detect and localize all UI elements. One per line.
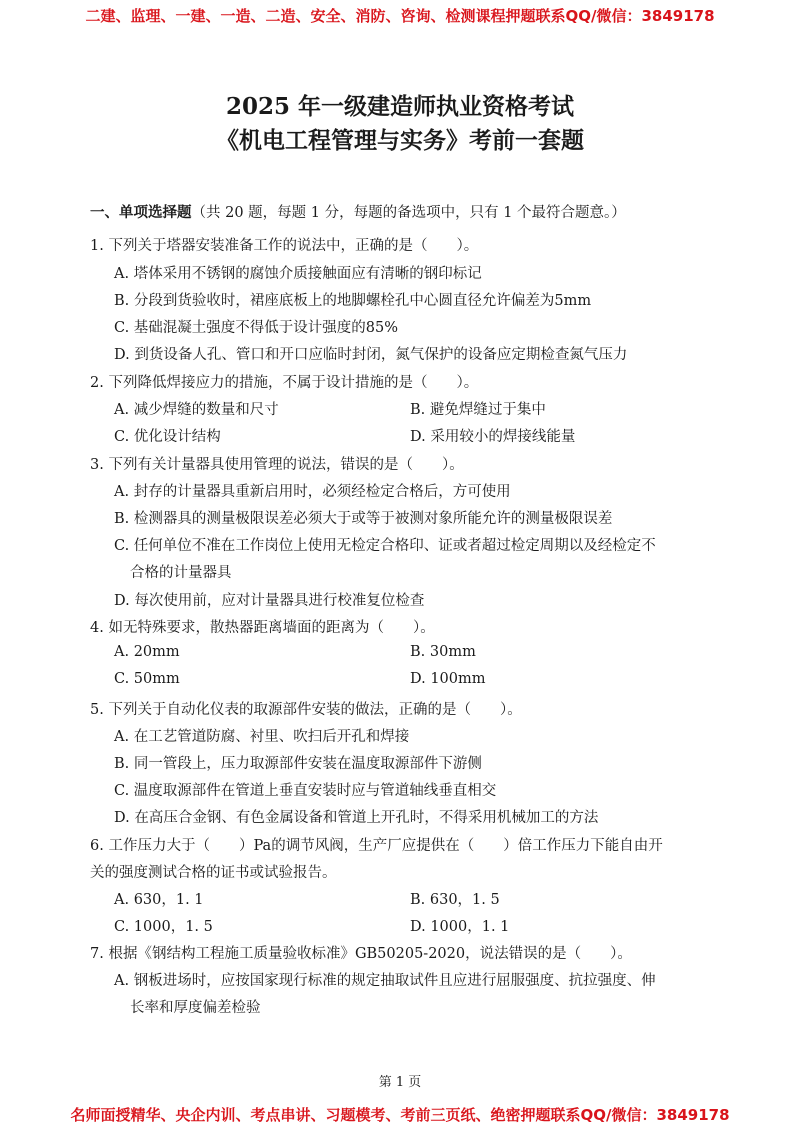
question-3-option-c: C. 任何单位不准在工作岗位上使用无检定合格印、证或者超过检定周期以及经检定不 bbox=[114, 538, 656, 554]
question-3-option-a: A. 封存的计量器具重新启用时，必须经检定合格后，方可使用 bbox=[114, 484, 511, 500]
section-heading-label: 一、单项选择题 bbox=[90, 205, 192, 221]
question-1-stem: 1. 下列关于塔器安装准备工作的说法中，正确的是（ ）。 bbox=[90, 238, 479, 254]
document-title-line2: 《机电工程管理与实务》考前一套题 bbox=[216, 127, 584, 154]
document-title-line1: 2025 年一级建造师执业资格考试 bbox=[225, 93, 575, 120]
promo-banner-bottom: 名师面授精华、央企内训、考点串讲、习题模考、考前三页纸、绝密押题联系QQ/微信：3849178 bbox=[70, 1106, 730, 1124]
question-5-option-c: C. 温度取源部件在管道上垂直安装时应与管道轴线垂直相交 bbox=[114, 783, 497, 799]
question-1-option-c: C. 基础混凝土强度不得低于设计强度的85% bbox=[114, 320, 399, 336]
question-6-option-a: A. 630，1. 1 bbox=[114, 892, 204, 908]
question-7-stem: 7. 根据《钢结构工程施工质量验收标准》GB50205-2020，说法错误的是（ ）。 bbox=[90, 946, 632, 962]
question-3-stem: 3. 下列有关计量器具使用管理的说法，错误的是（ ）。 bbox=[90, 457, 464, 473]
question-3-option-d: D. 每次使用前，应对计量器具进行校准复位检查 bbox=[114, 593, 425, 609]
question-6-option-c: C. 1000，1. 5 bbox=[114, 919, 213, 935]
question-2-stem: 2. 下列降低焊接应力的措施，不属于设计措施的是（ ）。 bbox=[90, 375, 479, 391]
question-2-option-c: C. 优化设计结构 bbox=[114, 429, 221, 445]
question-2-option-b: B. 避免焊缝过于集中 bbox=[410, 402, 546, 418]
question-7-option-a: A. 钢板进场时，应按国家现行标准的规定抽取试件且应进行屈服强度、抗拉强度、伸 bbox=[114, 973, 656, 989]
question-1-option-a: A. 塔体采用不锈钢的腐蚀介质接触面应有清晰的钢印标记 bbox=[114, 266, 482, 282]
question-6-option-d: D. 1000，1. 1 bbox=[410, 919, 510, 935]
question-5-option-a: A. 在工艺管道防腐、衬里、吹扫后开孔和焊接 bbox=[114, 729, 410, 745]
question-5-option-b: B. 同一管段上，压力取源部件安装在温度取源部件下游侧 bbox=[114, 756, 482, 772]
question-5-option-d: D. 在高压合金钢、有色金属设备和管道上开孔时，不得采用机械加工的方法 bbox=[114, 810, 599, 826]
question-3-option-b: B. 检测器具的测量极限误差必须大于或等于被测对象所能允许的测量极限误差 bbox=[114, 511, 613, 527]
promo-banner-top: 二建、监理、一建、一造、二造、安全、消防、咨询、检测课程押题联系QQ/微信：3849178 bbox=[85, 7, 715, 25]
question-4-option-a: A. 20mm bbox=[114, 644, 180, 660]
question-4-option-d: D. 100mm bbox=[410, 671, 486, 687]
question-1-option-d: D. 到货设备人孔、管口和开口应临时封闭，氮气保护的设备应定期检查氮气压力 bbox=[114, 347, 628, 363]
question-5-stem: 5. 下列关于自动化仪表的取源部件安装的做法，正确的是（ ）。 bbox=[90, 702, 522, 718]
question-6-stem-continued: 关的强度测试合格的证书或试验报告。 bbox=[90, 865, 337, 881]
section-note: （共 20 题，每题 1 分，每题的备选项中，只有 1 个最符合题意。） bbox=[191, 205, 626, 221]
question-4-option-c: C. 50mm bbox=[114, 671, 180, 687]
question-4-option-b: B. 30mm bbox=[410, 644, 476, 660]
question-6-stem: 6. 工作压力大于（ ）Pa的调节风阀，生产厂应提供在（ ）倍工作压力下能自由开 bbox=[90, 838, 663, 854]
question-1-option-b: B. 分段到货验收时，裙座底板上的地脚螺栓孔中心圆直径允许偏差为5mm bbox=[114, 293, 592, 309]
question-2-option-a: A. 减少焊缝的数量和尺寸 bbox=[114, 402, 279, 418]
question-3-option-c-continued: 合格的计量器具 bbox=[130, 565, 232, 581]
page-number: 第 1 页 bbox=[378, 1075, 422, 1090]
question-6-option-b: B. 630，1. 5 bbox=[410, 892, 500, 908]
question-7-option-a-continued: 长率和厚度偏差检验 bbox=[130, 1000, 261, 1016]
section-heading bbox=[90, 201, 626, 222]
question-4-stem: 4. 如无特殊要求，散热器距离墙面的距离为（ ）。 bbox=[90, 620, 435, 636]
question-2-option-d: D. 采用较小的焊接线能量 bbox=[410, 429, 576, 445]
